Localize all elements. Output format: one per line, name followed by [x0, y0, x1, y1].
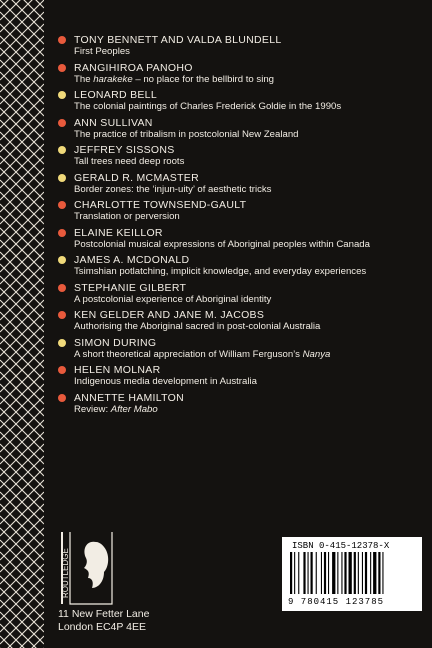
- contents-list: [58, 34, 423, 419]
- contents-entry: [58, 199, 423, 223]
- entry-author: JEFFREY SISSONS: [74, 144, 175, 156]
- contents-entry: [58, 172, 423, 196]
- bullet-dot-icon: [58, 284, 66, 292]
- entry-author: HELEN MOLNAR: [74, 364, 161, 376]
- contents-entry: [58, 282, 423, 306]
- barcode: [282, 537, 422, 611]
- contents-entry: [58, 34, 423, 58]
- entry-title-segment: The: [74, 73, 94, 85]
- entry-author: CHARLOTTE TOWNSEND-GAULT: [74, 199, 247, 211]
- lattice-border-pattern: [0, 0, 44, 648]
- entry-title: [74, 74, 423, 86]
- contents-entry: [58, 227, 423, 251]
- entry-title: [74, 101, 423, 113]
- barcode-bars: [288, 552, 416, 596]
- bullet-dot-icon: [58, 91, 66, 99]
- contents-entry: [58, 309, 423, 333]
- contents-entry: [58, 89, 423, 113]
- address-line-2: London EC4P 4EE: [58, 621, 146, 633]
- bullet-dot-icon: [58, 229, 66, 237]
- entry-title-italic: harakeke: [93, 73, 133, 85]
- entry-author: ANN SULLIVAN: [74, 116, 153, 129]
- entry-title-segment: Border zones: the ‘injun-uity’ of aesthetic tricks: [74, 183, 272, 195]
- bullet-dot-icon: [58, 366, 66, 374]
- barcode-number: 9 780415 123785: [288, 597, 385, 607]
- entry-title-segment: Indigenous media development in Australia: [74, 376, 257, 387]
- bullet-dot-icon: [58, 311, 66, 319]
- entry-author: TONY BENNETT AND VALDA BLUNDELL: [74, 34, 282, 46]
- bullet-dot-icon: [58, 119, 66, 127]
- contents-entry: [58, 62, 423, 86]
- entry-author: SIMON DURING: [74, 336, 157, 349]
- contents-entry: [58, 364, 423, 388]
- entry-author: RANGIHIROA PANOHO: [74, 61, 193, 74]
- entry-author: STEPHANIE GILBERT: [74, 281, 187, 294]
- entry-title: [74, 349, 423, 361]
- entry-author: ANNETTE HAMILTON: [74, 391, 185, 404]
- entry-title: [74, 266, 423, 278]
- entry-title-segment: Tsimshian potlatching, implicit knowledge, and everyday experiences: [74, 266, 367, 277]
- entry-title-segment: Translation or perversion: [74, 211, 180, 222]
- contents-entry: [58, 144, 423, 168]
- entry-title-segment: The practice of tribalism in postcolonial New Zealand: [74, 128, 299, 140]
- entry-title-segment: A postcolonial experience of Aboriginal identity: [74, 293, 272, 305]
- entry-title: [74, 404, 423, 416]
- contents-entry: [58, 392, 423, 416]
- entry-title-segment: First Peoples: [74, 46, 130, 57]
- entry-author: GERALD R. MCMASTER: [74, 171, 199, 184]
- entry-title-segment: The colonial paintings of Charles Frederick Goldie in the 1990s: [74, 101, 342, 112]
- entry-author: LEONARD BELL: [74, 89, 157, 101]
- entry-author: KEN GELDER AND JANE M. JACOBS: [74, 309, 265, 321]
- contents-entry: [58, 337, 423, 361]
- entry-title: [74, 156, 423, 168]
- entry-title: [74, 376, 423, 388]
- entry-title: [74, 239, 423, 251]
- contents-entry: [58, 254, 423, 278]
- entry-title-segment: – no place for the bellbird to sing: [132, 73, 275, 85]
- entry-title-segment: Authorising the Aboriginal sacred in post-colonial Australia: [74, 321, 321, 332]
- entry-author: JAMES A. MCDONALD: [74, 254, 190, 266]
- entry-title: [74, 46, 423, 58]
- bullet-dot-icon: [58, 339, 66, 347]
- entry-title: [74, 129, 423, 141]
- entry-title-segment: Tall trees need deep roots: [74, 156, 185, 167]
- entry-title: [74, 211, 423, 223]
- entry-title: [74, 184, 423, 196]
- entry-title-italic: After Mabo: [110, 403, 158, 415]
- bullet-dot-icon: [58, 64, 66, 72]
- bullet-dot-icon: [58, 36, 66, 44]
- bullet-dot-icon: [58, 146, 66, 154]
- isbn-label: ISBN 0-415-12378-X: [292, 541, 390, 551]
- entry-title-segment: Review:: [74, 403, 111, 415]
- entry-title-segment: A short theoretical appreciation of William Ferguson’s: [74, 348, 303, 360]
- routledge-logo: [58, 528, 118, 608]
- bullet-dot-icon: [58, 201, 66, 209]
- bullet-dot-icon: [58, 256, 66, 264]
- entry-title: [74, 294, 423, 306]
- entry-title: [74, 321, 423, 333]
- entry-title-italic: Nanya: [302, 348, 331, 360]
- contents-entry: [58, 117, 423, 141]
- entry-title-segment: Postcolonial musical expressions of Aboriginal peoples within Canada: [74, 238, 370, 250]
- entry-author: ELAINE KEILLOR: [74, 226, 163, 239]
- routledge-logo-text: ROUTLEDGE: [61, 548, 70, 598]
- address-line-1: 11 New Fetter Lane: [58, 608, 150, 620]
- publisher-address: [58, 608, 149, 634]
- bullet-dot-icon: [58, 174, 66, 182]
- bullet-dot-icon: [58, 394, 66, 402]
